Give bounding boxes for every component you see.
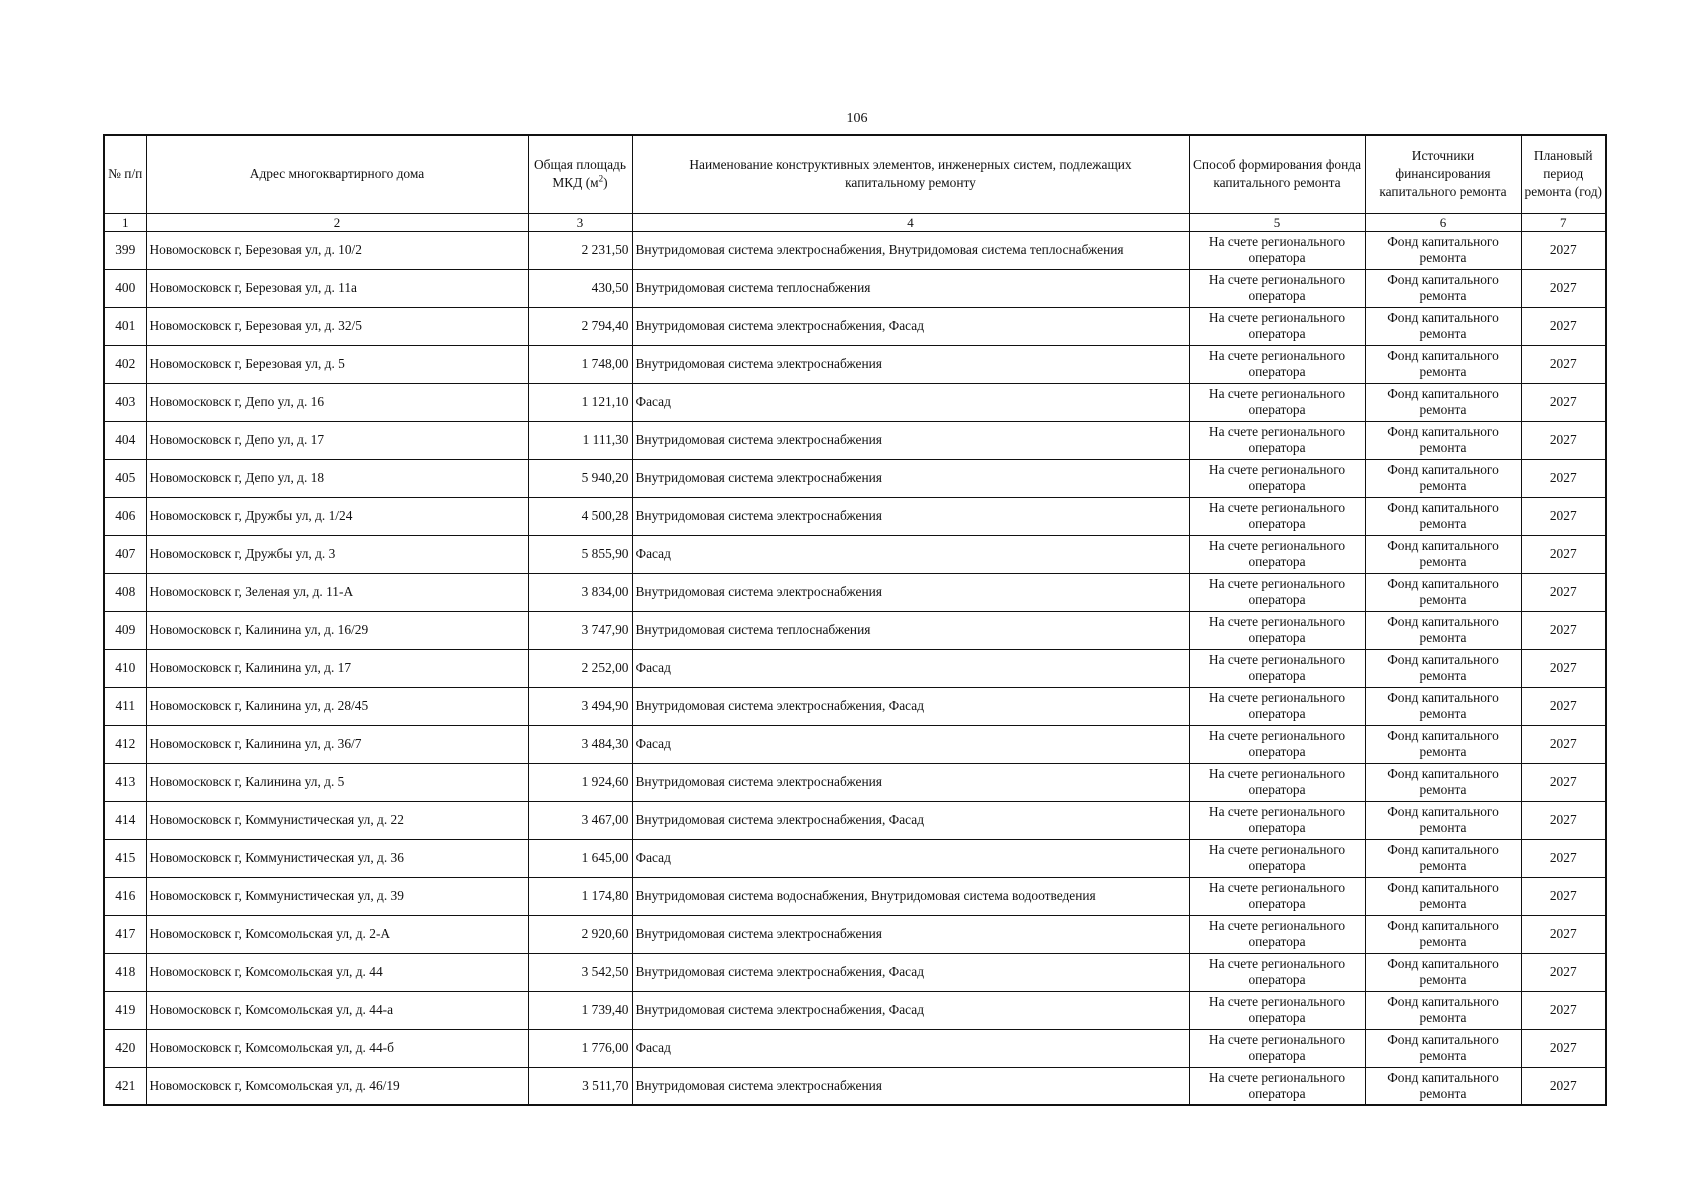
- row-fund-method: На счете регионального оператора: [1189, 231, 1365, 269]
- row-area: 1 748,00: [528, 345, 632, 383]
- row-elements: Внутридомовая система электроснабжения: [632, 459, 1189, 497]
- row-elements: Внутридомовая система теплоснабжения: [632, 611, 1189, 649]
- column-number: 7: [1521, 213, 1606, 231]
- row-number: 407: [104, 535, 146, 573]
- row-address: Новомосковск г, Зеленая ул, д. 11-А: [146, 573, 528, 611]
- row-address: Новомосковск г, Калинина ул, д. 28/45: [146, 687, 528, 725]
- table-row: [104, 535, 1606, 573]
- table-row: [104, 421, 1606, 459]
- row-fund-method: На счете регионального оператора: [1189, 611, 1365, 649]
- table-row: [104, 953, 1606, 991]
- row-planned-year: 2027: [1521, 1029, 1606, 1067]
- table-row: [104, 725, 1606, 763]
- column-number: 3: [528, 213, 632, 231]
- row-elements: Внутридомовая система электроснабжения: [632, 573, 1189, 611]
- row-planned-year: 2027: [1521, 1067, 1606, 1105]
- row-number: 399: [104, 231, 146, 269]
- row-area: 5 855,90: [528, 535, 632, 573]
- table-row: [104, 307, 1606, 345]
- header-area: [528, 135, 632, 213]
- table-row: [104, 459, 1606, 497]
- row-number: 416: [104, 877, 146, 915]
- row-elements: Внутридомовая система электроснабжения: [632, 497, 1189, 535]
- row-elements: Внутридомовая система электроснабжения: [632, 915, 1189, 953]
- table-body: [104, 231, 1606, 1105]
- row-area: 2 794,40: [528, 307, 632, 345]
- row-area: 1 924,60: [528, 763, 632, 801]
- row-planned-year: 2027: [1521, 725, 1606, 763]
- row-planned-year: 2027: [1521, 269, 1606, 307]
- row-area: 1 739,40: [528, 991, 632, 1029]
- row-planned-year: 2027: [1521, 649, 1606, 687]
- row-address: Новомосковск г, Комсомольская ул, д. 44: [146, 953, 528, 991]
- table-row: [104, 687, 1606, 725]
- row-finance-source: Фонд капитального ремонта: [1365, 801, 1521, 839]
- row-finance-source: Фонд капитального ремонта: [1365, 763, 1521, 801]
- row-fund-method: На счете регионального оператора: [1189, 801, 1365, 839]
- row-finance-source: Фонд капитального ремонта: [1365, 573, 1521, 611]
- row-fund-method: На счете регионального оператора: [1189, 839, 1365, 877]
- table-row: [104, 801, 1606, 839]
- row-finance-source: Фонд капитального ремонта: [1365, 459, 1521, 497]
- row-address: Новомосковск г, Депо ул, д. 18: [146, 459, 528, 497]
- row-planned-year: 2027: [1521, 383, 1606, 421]
- row-fund-method: На счете регионального оператора: [1189, 915, 1365, 953]
- row-planned-year: 2027: [1521, 611, 1606, 649]
- row-finance-source: Фонд капитального ремонта: [1365, 535, 1521, 573]
- row-fund-method: На счете регионального оператора: [1189, 763, 1365, 801]
- row-fund-method: На счете регионального оператора: [1189, 497, 1365, 535]
- row-elements: Фасад: [632, 839, 1189, 877]
- row-area: 3 494,90: [528, 687, 632, 725]
- row-finance-source: Фонд капитального ремонта: [1365, 1067, 1521, 1105]
- row-planned-year: 2027: [1521, 839, 1606, 877]
- row-fund-method: На счете регионального оператора: [1189, 459, 1365, 497]
- row-elements: Фасад: [632, 725, 1189, 763]
- row-number: 401: [104, 307, 146, 345]
- row-area: 3 511,70: [528, 1067, 632, 1105]
- header-planned-year: Плановый период ремонта (год): [1521, 135, 1606, 213]
- row-area: 1 776,00: [528, 1029, 632, 1067]
- row-finance-source: Фонд капитального ремонта: [1365, 915, 1521, 953]
- row-fund-method: На счете регионального оператора: [1189, 383, 1365, 421]
- table-row: [104, 497, 1606, 535]
- row-number: 415: [104, 839, 146, 877]
- row-finance-source: Фонд капитального ремонта: [1365, 687, 1521, 725]
- row-planned-year: 2027: [1521, 801, 1606, 839]
- table-row: [104, 345, 1606, 383]
- table-row: [104, 915, 1606, 953]
- row-finance-source: Фонд капитального ремонта: [1365, 1029, 1521, 1067]
- row-area: 3 542,50: [528, 953, 632, 991]
- header-area-end: ): [603, 175, 608, 191]
- table-row: [104, 611, 1606, 649]
- row-address: Новомосковск г, Дружбы ул, д. 3: [146, 535, 528, 573]
- table-row: [104, 877, 1606, 915]
- row-fund-method: На счете регионального оператора: [1189, 345, 1365, 383]
- table-row: [104, 269, 1606, 307]
- row-fund-method: На счете регионального оператора: [1189, 649, 1365, 687]
- row-planned-year: 2027: [1521, 535, 1606, 573]
- row-address: Новомосковск г, Дружбы ул, д. 1/24: [146, 497, 528, 535]
- row-number: 400: [104, 269, 146, 307]
- row-planned-year: 2027: [1521, 345, 1606, 383]
- row-fund-method: На счете регионального оператора: [1189, 1029, 1365, 1067]
- row-planned-year: 2027: [1521, 915, 1606, 953]
- row-finance-source: Фонд капитального ремонта: [1365, 231, 1521, 269]
- header-fund-method: Способ формирования фонда капитального ремонта: [1189, 135, 1365, 213]
- table-row: [104, 573, 1606, 611]
- row-planned-year: 2027: [1521, 687, 1606, 725]
- row-address: Новомосковск г, Березовая ул, д. 32/5: [146, 307, 528, 345]
- repair-registry-table: [103, 134, 1607, 1106]
- row-number: 409: [104, 611, 146, 649]
- row-number: 420: [104, 1029, 146, 1067]
- row-number: 418: [104, 953, 146, 991]
- table-row: [104, 649, 1606, 687]
- header-area-text: Общая площадь МКД (м: [534, 157, 626, 191]
- row-address: Новомосковск г, Комсомольская ул, д. 2-А: [146, 915, 528, 953]
- row-area: 3 484,30: [528, 725, 632, 763]
- row-number: 417: [104, 915, 146, 953]
- row-address: Новомосковск г, Березовая ул, д. 10/2: [146, 231, 528, 269]
- row-address: Новомосковск г, Березовая ул, д. 5: [146, 345, 528, 383]
- row-fund-method: На счете регионального оператора: [1189, 687, 1365, 725]
- column-number: 6: [1365, 213, 1521, 231]
- row-fund-method: На счете регионального оператора: [1189, 953, 1365, 991]
- row-address: Новомосковск г, Комсомольская ул, д. 46/19: [146, 1067, 528, 1105]
- row-number: 411: [104, 687, 146, 725]
- row-address: Новомосковск г, Калинина ул, д. 17: [146, 649, 528, 687]
- row-elements: Фасад: [632, 1029, 1189, 1067]
- row-address: Новомосковск г, Комсомольская ул, д. 44-б: [146, 1029, 528, 1067]
- header-finance-source: Источники финансирования капитального ремонта: [1365, 135, 1521, 213]
- row-area: 1 645,00: [528, 839, 632, 877]
- row-planned-year: 2027: [1521, 497, 1606, 535]
- row-finance-source: Фонд капитального ремонта: [1365, 877, 1521, 915]
- table-row: [104, 1067, 1606, 1105]
- row-elements: Фасад: [632, 649, 1189, 687]
- row-planned-year: 2027: [1521, 763, 1606, 801]
- row-fund-method: На счете регионального оператора: [1189, 573, 1365, 611]
- table-row: [104, 1029, 1606, 1067]
- row-finance-source: Фонд капитального ремонта: [1365, 953, 1521, 991]
- row-planned-year: 2027: [1521, 231, 1606, 269]
- row-area: 3 747,90: [528, 611, 632, 649]
- row-fund-method: На счете регионального оператора: [1189, 1067, 1365, 1105]
- row-number: 404: [104, 421, 146, 459]
- row-fund-method: На счете регионального оператора: [1189, 877, 1365, 915]
- column-number: 2: [146, 213, 528, 231]
- row-area: 1 111,30: [528, 421, 632, 459]
- row-number: 413: [104, 763, 146, 801]
- row-finance-source: Фонд капитального ремонта: [1365, 345, 1521, 383]
- table-row: [104, 383, 1606, 421]
- row-fund-method: На счете регионального оператора: [1189, 421, 1365, 459]
- row-number: 421: [104, 1067, 146, 1105]
- row-fund-method: На счете регионального оператора: [1189, 725, 1365, 763]
- row-address: Новомосковск г, Депо ул, д. 16: [146, 383, 528, 421]
- row-address: Новомосковск г, Калинина ул, д. 16/29: [146, 611, 528, 649]
- row-fund-method: На счете регионального оператора: [1189, 991, 1365, 1029]
- row-number: 419: [104, 991, 146, 1029]
- table-row: [104, 991, 1606, 1029]
- column-number: 1: [104, 213, 146, 231]
- row-finance-source: Фонд капитального ремонта: [1365, 421, 1521, 459]
- row-area: 5 940,20: [528, 459, 632, 497]
- column-number-row: [104, 213, 1606, 231]
- row-address: Новомосковск г, Калинина ул, д. 36/7: [146, 725, 528, 763]
- header-address: Адрес многоквартирного дома: [146, 135, 528, 213]
- row-number: 408: [104, 573, 146, 611]
- row-finance-source: Фонд капитального ремонта: [1365, 725, 1521, 763]
- row-planned-year: 2027: [1521, 421, 1606, 459]
- row-elements: Внутридомовая система водоснабжения, Внутридомовая система водоотведения: [632, 877, 1189, 915]
- row-area: 1 174,80: [528, 877, 632, 915]
- row-elements: Внутридомовая система электроснабжения, Внутридомовая система теплоснабжения: [632, 231, 1189, 269]
- row-number: 402: [104, 345, 146, 383]
- row-area: 2 920,60: [528, 915, 632, 953]
- row-number: 414: [104, 801, 146, 839]
- row-number: 403: [104, 383, 146, 421]
- row-area: 3 834,00: [528, 573, 632, 611]
- row-finance-source: Фонд капитального ремонта: [1365, 307, 1521, 345]
- column-number: 5: [1189, 213, 1365, 231]
- row-finance-source: Фонд капитального ремонта: [1365, 839, 1521, 877]
- table-row: [104, 231, 1606, 269]
- row-elements: Внутридомовая система электроснабжения, Фасад: [632, 801, 1189, 839]
- row-area: 2 231,50: [528, 231, 632, 269]
- row-area: 430,50: [528, 269, 632, 307]
- row-elements: Внутридомовая система электроснабжения, Фасад: [632, 953, 1189, 991]
- row-elements: Внутридомовая система электроснабжения: [632, 421, 1189, 459]
- table-row: [104, 763, 1606, 801]
- row-elements: Внутридомовая система теплоснабжения: [632, 269, 1189, 307]
- row-number: 406: [104, 497, 146, 535]
- row-area: 4 500,28: [528, 497, 632, 535]
- row-planned-year: 2027: [1521, 953, 1606, 991]
- row-area: 3 467,00: [528, 801, 632, 839]
- row-finance-source: Фонд капитального ремонта: [1365, 611, 1521, 649]
- header-number: № п/п: [104, 135, 146, 213]
- row-finance-source: Фонд капитального ремонта: [1365, 991, 1521, 1029]
- row-elements: Внутридомовая система электроснабжения, Фасад: [632, 991, 1189, 1029]
- row-planned-year: 2027: [1521, 991, 1606, 1029]
- row-finance-source: Фонд капитального ремонта: [1365, 383, 1521, 421]
- row-finance-source: Фонд капитального ремонта: [1365, 649, 1521, 687]
- row-planned-year: 2027: [1521, 573, 1606, 611]
- row-address: Новомосковск г, Березовая ул, д. 11а: [146, 269, 528, 307]
- row-address: Новомосковск г, Коммунистическая ул, д. 36: [146, 839, 528, 877]
- table-header-row: [104, 135, 1606, 213]
- row-planned-year: 2027: [1521, 877, 1606, 915]
- row-address: Новомосковск г, Калинина ул, д. 5: [146, 763, 528, 801]
- row-elements: Фасад: [632, 383, 1189, 421]
- row-fund-method: На счете регионального оператора: [1189, 307, 1365, 345]
- row-planned-year: 2027: [1521, 307, 1606, 345]
- page-number: 106: [846, 111, 868, 126]
- row-area: 2 252,00: [528, 649, 632, 687]
- row-elements: Внутридомовая система электроснабжения: [632, 345, 1189, 383]
- header-elements: Наименование конструктивных элементов, инженерных систем, подлежащих капитальному ремонту: [632, 135, 1189, 213]
- row-address: Новомосковск г, Коммунистическая ул, д. 39: [146, 877, 528, 915]
- row-number: 405: [104, 459, 146, 497]
- row-elements: Внутридомовая система электроснабжения: [632, 763, 1189, 801]
- row-fund-method: На счете регионального оператора: [1189, 269, 1365, 307]
- row-finance-source: Фонд капитального ремонта: [1365, 269, 1521, 307]
- row-number: 410: [104, 649, 146, 687]
- row-number: 412: [104, 725, 146, 763]
- column-number: 4: [632, 213, 1189, 231]
- table-row: [104, 839, 1606, 877]
- row-address: Новомосковск г, Комсомольская ул, д. 44-а: [146, 991, 528, 1029]
- row-elements: Фасад: [632, 535, 1189, 573]
- header-area-sup: 2: [598, 173, 604, 184]
- row-fund-method: На счете регионального оператора: [1189, 535, 1365, 573]
- row-elements: Внутридомовая система электроснабжения, Фасад: [632, 687, 1189, 725]
- row-elements: Внутридомовая система электроснабжения, Фасад: [632, 307, 1189, 345]
- row-address: Новомосковск г, Депо ул, д. 17: [146, 421, 528, 459]
- row-planned-year: 2027: [1521, 459, 1606, 497]
- row-finance-source: Фонд капитального ремонта: [1365, 497, 1521, 535]
- row-elements: Внутридомовая система электроснабжения: [632, 1067, 1189, 1105]
- row-address: Новомосковск г, Коммунистическая ул, д. 22: [146, 801, 528, 839]
- row-area: 1 121,10: [528, 383, 632, 421]
